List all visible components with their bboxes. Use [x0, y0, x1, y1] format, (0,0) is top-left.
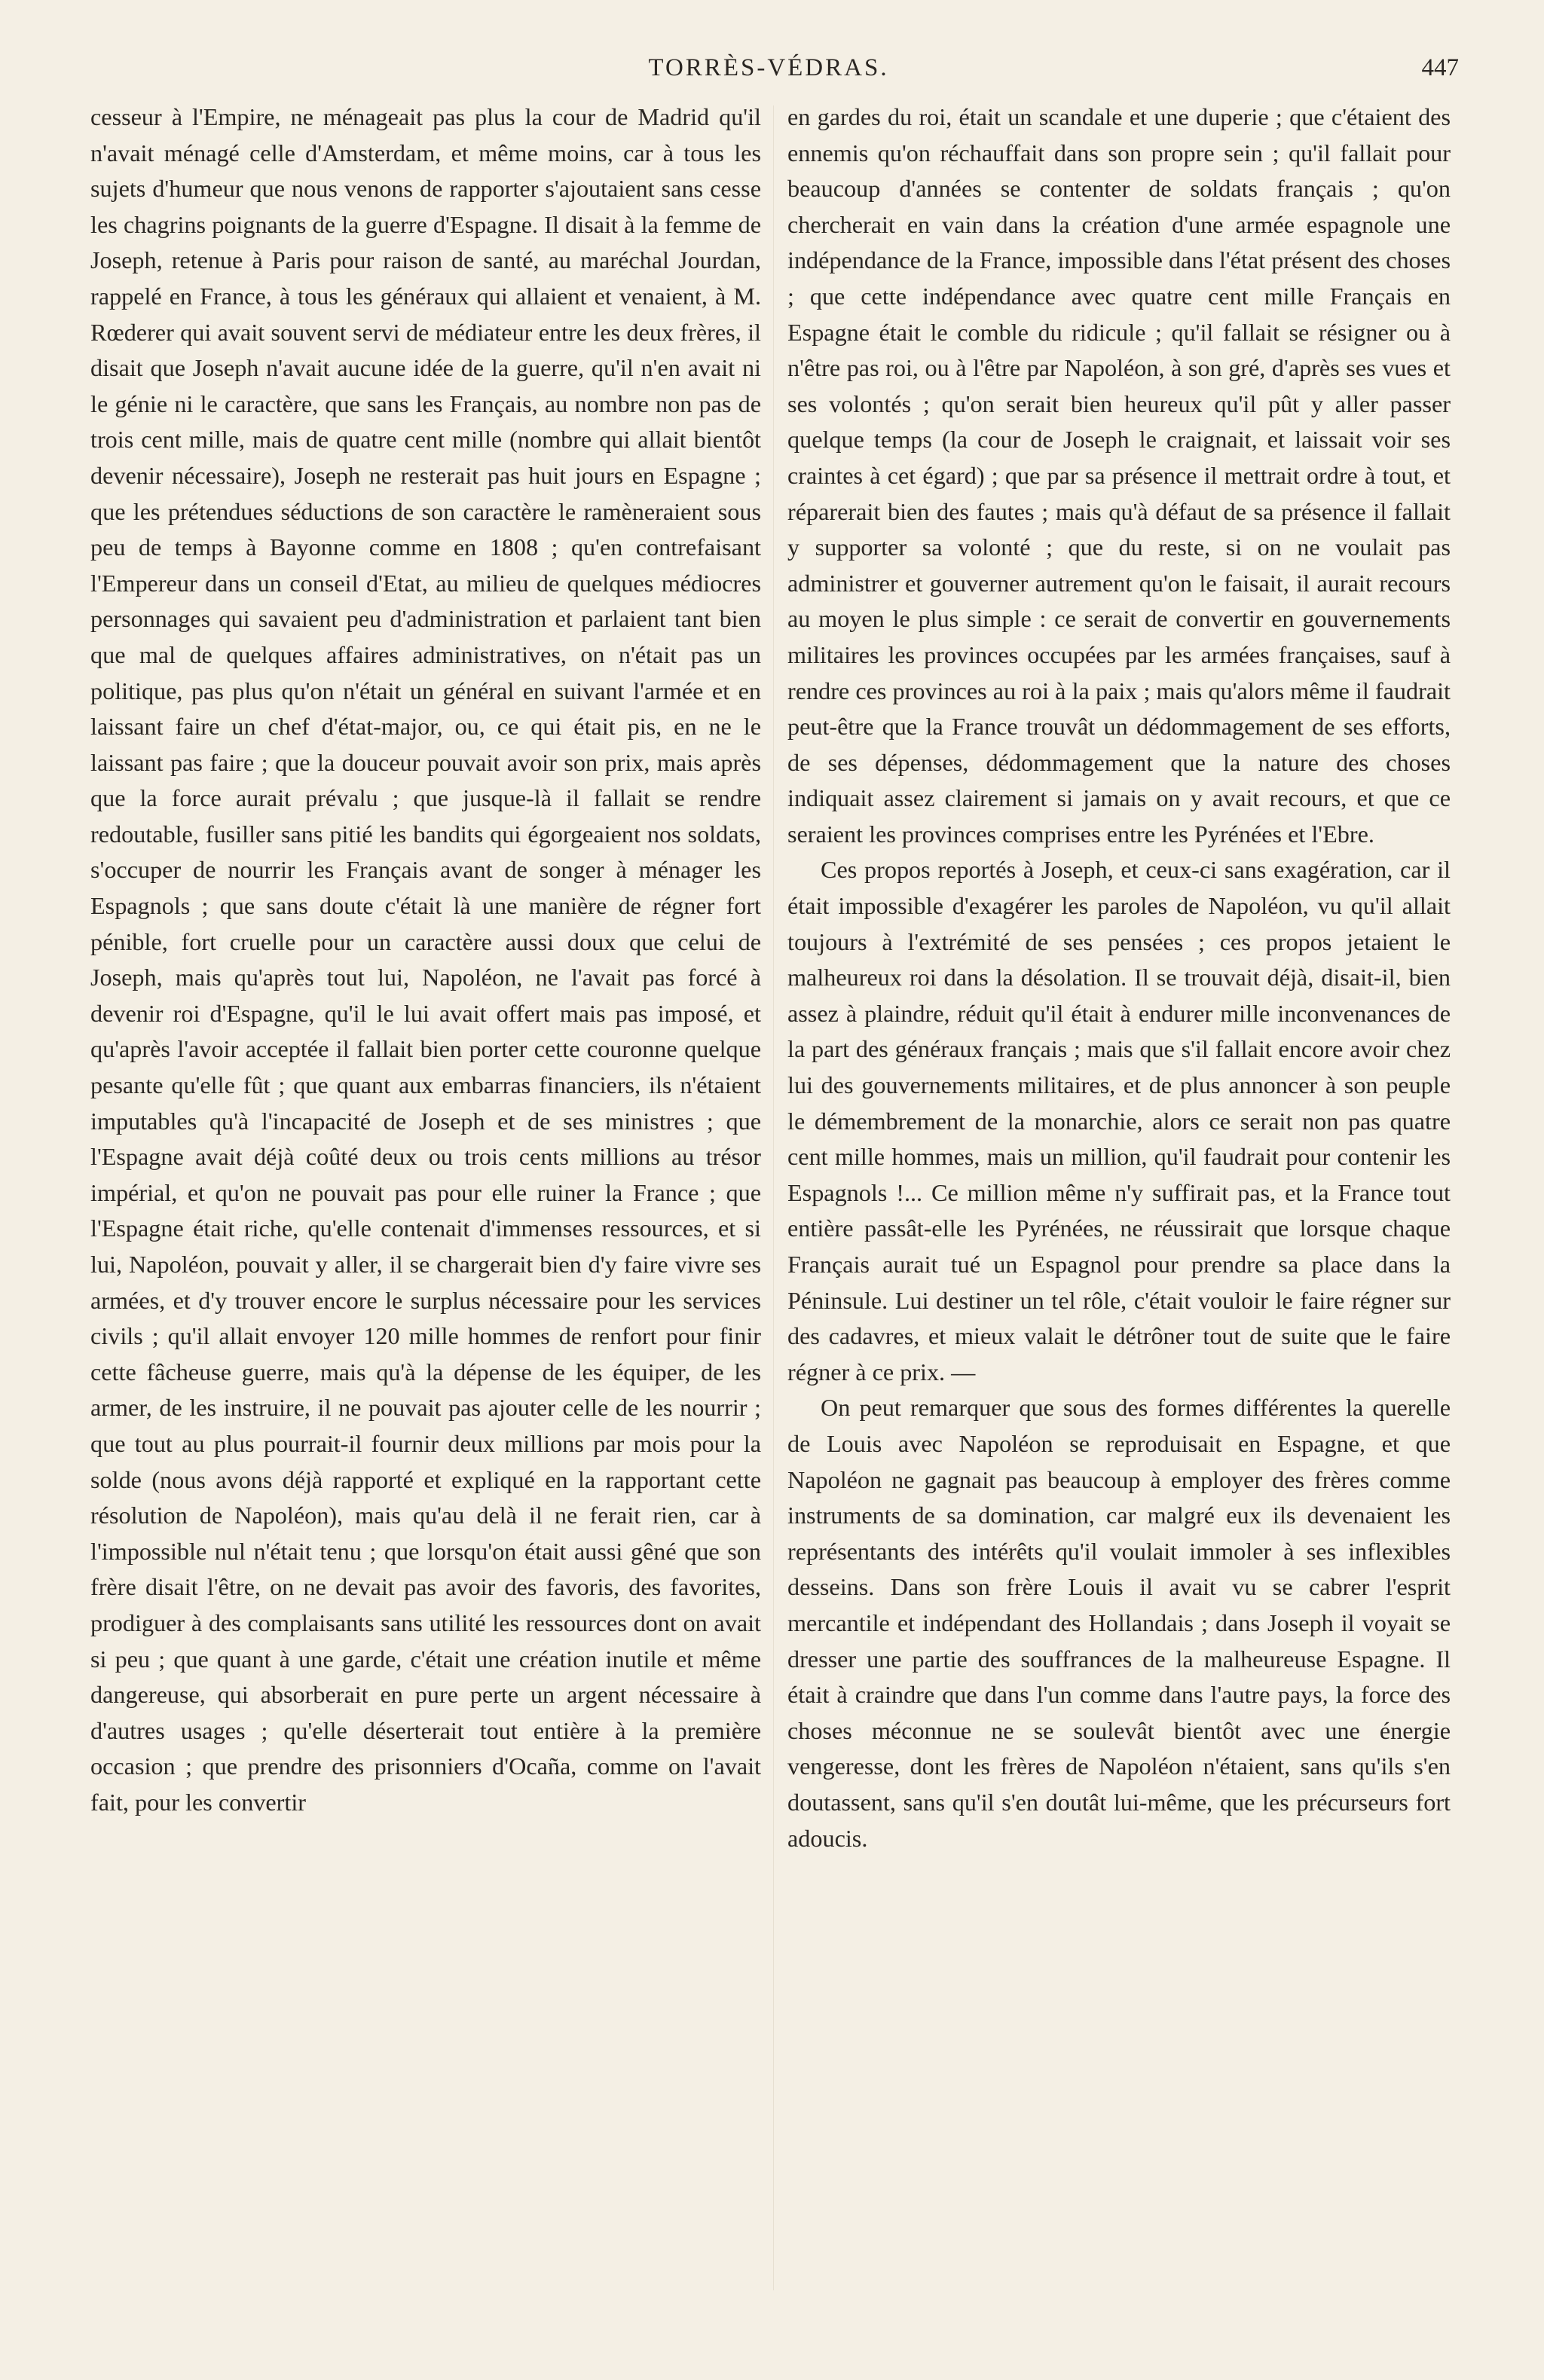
paragraph: en gardes du roi, était un scandale et une duperie ; que c'étaient des ennemis qu'on réchauffait dans son propre sein ; qu'il fallait pour beaucoup d'années se contenter de soldats français ; qu'on chercherait en vain dans la création d'une armée espagnole une indépendance de la France, impossible dans l'état présent des choses ; que cette indépendance avec quatre cent mille Français en Espagne était le comble du ridicule ; qu'il fallait se résigner ou à n'être pas roi, ou à l'être par Napoléon, à son gré, d'après ses vues et ses volontés ; qu'on serait bien heureux qu'il pût y aller passer quelque temps (la cour de Joseph le craignait, et laissait voir ses craintes à cet égard) ; que par sa présence il mettrait ordre à tout, et réparerait bien des fautes ; mais qu'à défaut de sa présence il fallait y supporter sa volonté ; que du reste, si on ne voulait pas administrer et gouverner autrement qu'on le faisait, il aurait recours au moyen le plus simple : ce serait de convertir en gouvernements militaires les provinces occupées par les armées françaises, sauf à rendre ces provinces au roi à la paix ; mais qu'alors même il faudrait peut-être que la France trouvât un dédommagement de ses efforts, de ses dépenses, dédommagement que la nature des choses indiquait assez clairement si jamais on y avait recours, et que ce seraient les provinces comprises entre les Pyrénées et l'Ebre. [787, 103, 1451, 848]
page-number: 447 [1421, 54, 1459, 81]
paragraph: On peut remarquer que sous des formes différentes la querelle de Louis avec Napoléon se reproduisait en Espagne, et que Napoléon ne gagnait pas beaucoup à employer des frères comme instruments de sa domination, car malgré eux ils devenaient les représentants des intérêts qu'il voulait immoler à ses inflexibles desseins. Dans son frère Louis il avait vu se cabrer l'esprit mercantile et indépendant des Hollandais ; dans Joseph il voyait se dresser une partie des souffrances de la malheureuse Espagne. Il était à craindre que dans l'un comme dans l'autre pays, la force des choses méconnue ne se soulevât bientôt avec une énergie vengeresse, dont les frères de Napoléon n'étaient, sans qu'ils s'en doutassent, sans qu'il s'en doutât lui-même, que les précurseurs fort adoucis. [787, 1394, 1451, 1852]
paragraph: cesseur à l'Empire, ne ménageait pas plus la cour de Madrid qu'il n'avait ménagé celle d'Amsterdam, et même moins, car à tous les sujets d'humeur que nous venons de rapporter s'ajoutaient sans cesse les chagrins poignants de la guerre d'Espagne. Il disait à la femme de Joseph, retenue à Paris pour raison de santé, au maréchal Jourdan, rappelé en France, à tous les généraux qui allaient et venaient, à M. Rœderer qui avait souvent servi de médiateur entre les deux frères, il disait que Joseph n'avait aucune idée de la guerre, qu'il n'en avait ni le génie ni le caractère, que sans les Français, au nombre non pas de trois cent mille, mais de quatre cent mille (nombre qui allait bientôt devenir nécessaire), Joseph ne resterait pas huit jours en Espagne ; que les prétendues séductions de son caractère le ramèneraient sous peu de temps à Bayonne comme en 1808 ; qu'en contrefaisant l'Empereur dans un conseil d'Etat, au milieu de quelques médiocres personnages qui savaient peu d'administration et parlaient tant bien que mal de quelques affaires administratives, on n'était pas un politique, pas plus qu'on n'était un général en suivant l'armée et en laissant faire un chef d'état-major, ou, ce qui était pis, en ne le laissant pas faire ; que la douceur pouvait avoir son prix, mais après que la force aurait prévalu ; que jusque-là il fallait se rendre redoutable, fusiller sans pitié les bandits qui égorgeaient nos soldats, s'occuper de nourrir les Français avant de songer à ménager les Espagnols ; que sans doute c'était là une manière de régner fort pénible, fort cruelle pour un caractère aussi doux que celui de Joseph, mais qu'après tout lui, Napoléon, ne l'avait pas forcé à devenir roi d'Espagne, qu'il le lui avait offert mais pas imposé, et qu'après l'avoir acceptée il fallait bien porter cette couronne quelque pesante qu'elle fût ; que quant aux embarras financiers, ils n'étaient imputables qu'à l'incapacité de Joseph et de ses ministres ; que l'Espagne avait déjà coûté deux ou trois cents millions au trésor impérial, et qu'on ne pouvait pas pour elle ruiner la France ; que l'Espagne était riche, qu'elle contenait d'immenses ressources, et si lui, Napoléon, pouvait y aller, il se chargerait bien d'y faire vivre ses armées, et d'y trouver encore le surplus nécessaire pour les services civils ; qu'il allait envoyer 120 mille hommes de renfort pour finir cette fâcheuse guerre, mais qu'à la dépense de les équiper, de les armer, de les instruire, il ne pouvait pas ajouter celle de les nourrir ; que tout au plus pourrait-il fournir deux millions par mois pour la solde (nous avons déjà rapporté et expliqué en la rapportant cette résolution de Napoléon), mais qu'au delà il ne ferait rien, car à l'impossible nul n'était tenu ; que lorsqu'on était aussi gêné que son frère disait l'être, on ne devait pas avoir des favoris, des favorites, prodiguer à des complaisants sans utilité les ressources dont on avait si peu ; que quant à une garde, c'était une création inutile et même dangereuse, qui absorberait en pure perte un argent nécessaire à d'autres usages ; qu'elle déserterait tout entière à la première occasion ; que prendre des prisonniers d'Ocaña, comme on l'avait fait, pour les convertir [90, 103, 761, 1816]
left-column [90, 99, 761, 1821]
page-header [90, 51, 1459, 89]
running-title: TORRÈS-VÉDRAS. [648, 54, 889, 81]
column-divider [773, 105, 774, 2290]
right-column [787, 99, 1451, 1856]
paragraph: Ces propos reportés à Joseph, et ceux-ci sans exagération, car il était impossible d'exagérer les paroles de Napoléon, vu qu'il allait toujours à l'extrémité de ses pensées ; ces propos jetaient le malheureux roi dans la désolation. Il se trouvait déjà, disait-il, bien assez à plaindre, réduit qu'il était à endurer mille inconvenances de la part des généraux français ; mais que s'il fallait encore avoir chez lui des gouvernements militaires, et de plus annoncer à son peuple le démembrement de la monarchie, alors ce serait non pas quatre cent mille hommes, mais un million, qu'il faudrait pour contenir les Espagnols !... Ce million même n'y suffirait pas, et la France tout entière passât-elle les Pyrénées, ne réussirait que lorsque chaque Français aurait tué un Espagnol pour prendre sa place dans la Péninsule. Lui destiner un tel rôle, c'était vouloir le faire régner sur des cadavres, et mieux valait le détrôner tout de suite que le faire régner à ce prix. — [787, 856, 1451, 1386]
